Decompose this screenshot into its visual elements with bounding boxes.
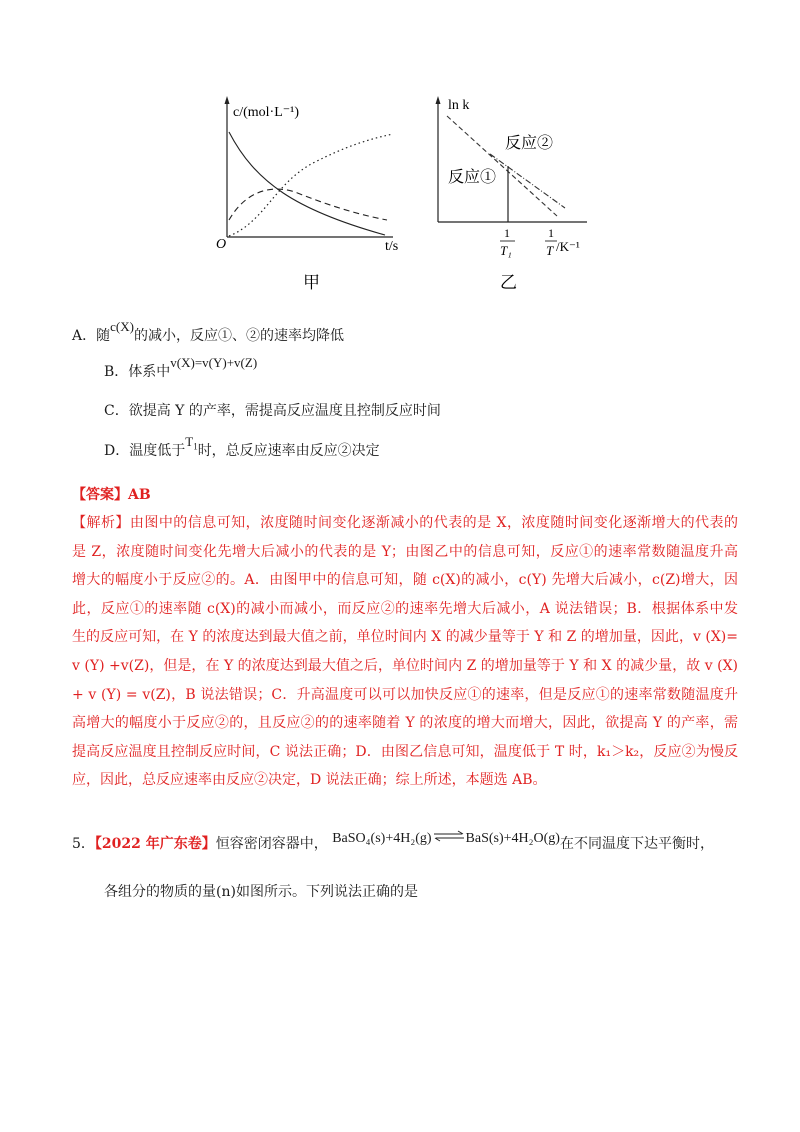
kinetics-figure: [215, 92, 595, 302]
jia-y-arrow: [225, 96, 230, 104]
question-5-source: 【2022 年广东卷】: [94, 836, 216, 852]
option-a: [72, 319, 344, 346]
equilibrium-arrow-icon: [432, 829, 466, 849]
option-a-prefix: A．随: [72, 328, 111, 344]
yi-y-arrow: [436, 96, 441, 104]
label-reaction-2: 反应②: [505, 135, 554, 152]
option-b-formula: v(X)=v(Y)+v(Z): [170, 355, 258, 370]
figure-svg: [215, 92, 595, 302]
analysis-block: [72, 509, 738, 795]
analysis-line: 高增大的幅度小于反应②的，且反应②的的速率随着 Y 的浓度的增大而增大，因此，欲提高 Y 的产率，需: [72, 715, 738, 732]
option-d: [104, 434, 380, 466]
analysis-line: v (Y) +v(Z)，但是，在 Y 的浓度达到最大值之后，单位时间内 Z 的增加量等于 Y 和 X 的减少量，故 v (X): [72, 657, 738, 674]
plot-jia: [216, 96, 398, 292]
axis-numer: 1: [548, 226, 554, 240]
question-5-line2: 各组分的物质的量(n)如图所示。下列说法正确的是: [104, 884, 418, 900]
question-5-number: 5．: [72, 836, 95, 852]
analysis-line: 生的反应可知，在 Y 的浓度达到最大值之前，单位时间内 X 的减少量等于 Y 和 Z 的增加量，因此，v (X)=: [72, 629, 738, 646]
tick-numer: 1: [504, 226, 510, 240]
analysis-line: 增大的幅度小于反应②的。A．由图甲中的信息可知，随 c(X)的减小，c(Y) 先增大后减小，c(Z)增大，因: [72, 572, 738, 589]
jia-x-label: t/s: [385, 239, 399, 254]
line-reaction-1: [490, 154, 565, 208]
analysis-line: 是 Z，浓度随时间变化先增大后减小的代表的是 Y；由图乙中的信息可知，反应①的速率常数随温度升高: [72, 543, 738, 560]
option-d-formula: $T_1$: [185, 434, 198, 452]
option-d-suffix: 时，总反应速率由反应②决定: [197, 443, 380, 459]
option-b-prefix: B．体系中: [104, 364, 171, 380]
plot-yi: [436, 96, 588, 292]
curve-z: [229, 134, 393, 236]
curve-y: [229, 189, 387, 220]
answer-label: 【答案】AB: [72, 487, 151, 503]
axis-unit: /K⁻¹: [556, 239, 580, 254]
option-b: [104, 355, 258, 382]
option-a-suffix: 的减小，反应①、②的速率均降低: [133, 328, 344, 344]
jia-origin: O: [216, 237, 227, 252]
equation-right: BaS(s)+4H₂O(g): [465, 831, 560, 846]
option-a-formula: c(X): [110, 319, 134, 334]
question-5: [72, 831, 714, 855]
analysis-line: 【解析】由图中的信息可知，浓度随时间变化逐渐减小的代表的是 X，浓度随时间变化逐渐增大的代表的: [72, 515, 738, 531]
tick-denom: T₁: [500, 243, 512, 258]
line-reaction-2: [447, 116, 557, 216]
yi-y-label: ln k: [448, 98, 470, 113]
equation-left: BaSO₄(s)+4H₂(g): [332, 831, 432, 846]
analysis-line: 此，反应①的速率随 c(X)的减小而减小，而反应②的速率先增大后减小，A 说法错误；B．根据体系中发: [72, 600, 738, 617]
analysis-line: 提高反应温度且控制反应时间，C 说法正确；D．由图乙信息可知，温度低于 T 时，k₁＞k₂，反应②为慢反: [72, 743, 738, 760]
axis-denom: T: [546, 243, 554, 258]
yi-caption: 乙: [500, 273, 517, 292]
jia-y-label: c/(mol·L⁻¹): [233, 105, 300, 120]
curve-x: [229, 132, 385, 235]
label-reaction-1: 反应①: [448, 169, 497, 186]
jia-caption: 甲: [303, 273, 320, 292]
option-d-prefix: D．温度低于: [104, 443, 186, 459]
question-5-prefix: 恒容密闭容器中，: [215, 836, 328, 852]
question-5-suffix: 在不同温度下达平衡时，: [559, 836, 714, 852]
analysis-line: + v (Y) = v(Z)，B 说法错误；C．升高温度可以可以加快反应①的速率，但是反应①的速率常数随温度升: [72, 686, 738, 703]
question-5-equation: [332, 831, 560, 846]
analysis-line: 应，因此，总反应速率由反应②决定，D 说法正确；综上所述，本题选 AB。: [72, 772, 547, 789]
option-c: C．欲提高 Y 的产率，需提高反应温度且控制反应时间: [104, 403, 441, 419]
